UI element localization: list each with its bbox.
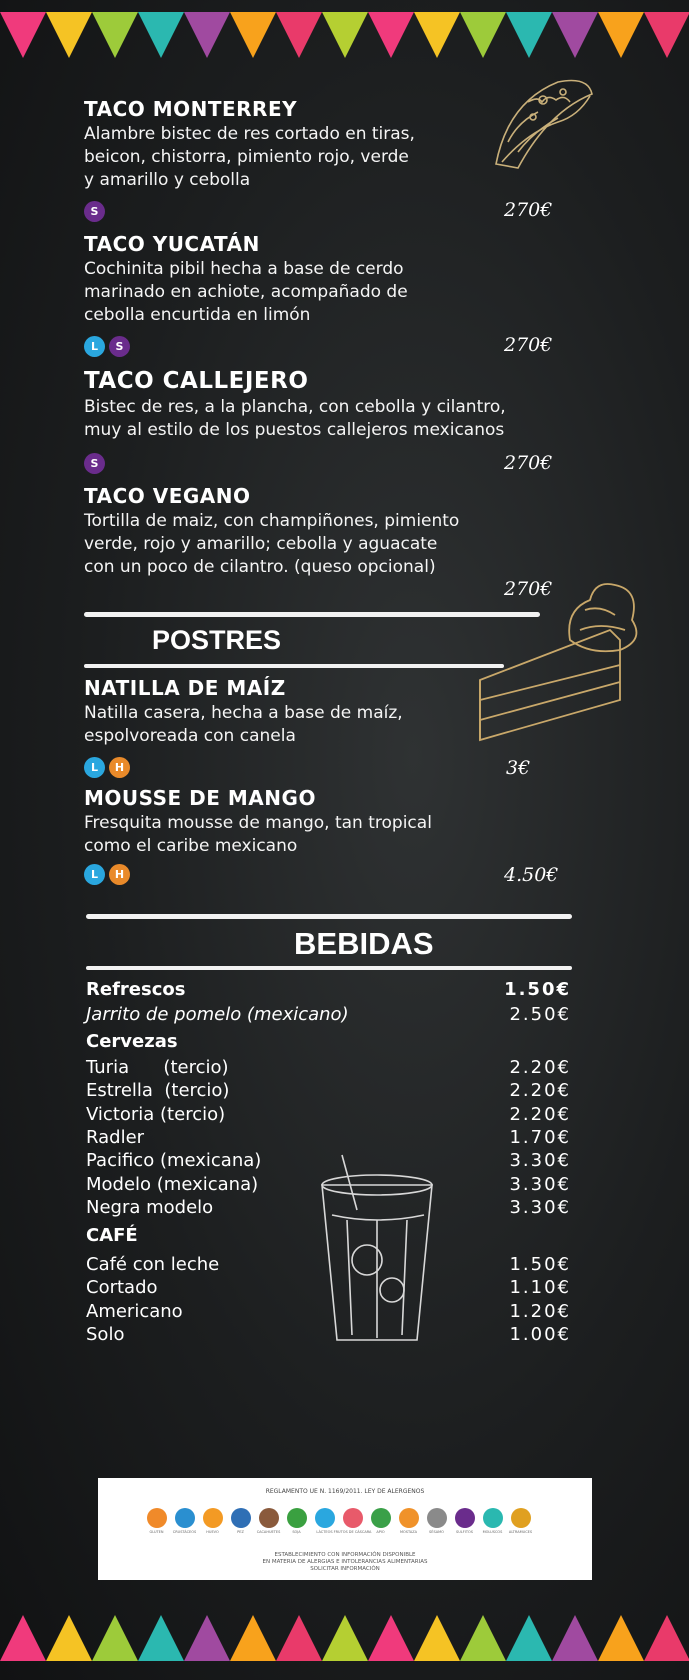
drink-label: Refrescos [86, 979, 186, 1000]
crustaceans-icon: CRUSTÁCEOS [174, 1508, 195, 1534]
allergen-legend-icons [146, 1508, 531, 1534]
menu-item-taco-callejero [84, 368, 584, 442]
sulphites-icon: S [84, 201, 105, 222]
bunting-flag [460, 12, 506, 58]
bunting-flag [92, 12, 138, 58]
drink-label: Victoria (tercio) [86, 1103, 226, 1125]
milk-icon: L [84, 757, 105, 778]
item-title: TACO VEGANO [84, 484, 251, 508]
drink-label: Negra modelo [86, 1196, 214, 1218]
bunting-flag [46, 1615, 92, 1661]
bunting-flag [276, 1615, 322, 1661]
bunting-flag [46, 12, 92, 58]
bunting-flag [184, 1615, 230, 1661]
drink-price: 1.50€ [504, 979, 571, 1000]
section-title-bebidas: BEBIDAS [294, 926, 434, 961]
item-description: Alambre bistec de res cortado en tiras, beicon, chistorra, pimiento rojo, verde y amarillo y cebolla [84, 124, 415, 190]
drink-price: 1.70€ [509, 1126, 571, 1148]
fish-icon: PEZ [230, 1508, 251, 1534]
egg-icon: HUEVO [202, 1508, 223, 1534]
celery-icon: APIO [370, 1508, 391, 1534]
menu-item-mousse-de-mango [84, 786, 544, 858]
menu-item-taco-monterrey [84, 97, 544, 192]
bunting-top-decoration [0, 12, 689, 72]
drink-label: Radler [86, 1126, 145, 1148]
price: 270€ [504, 452, 553, 474]
bunting-flag [414, 12, 460, 58]
allergen-legend-footer: ESTABLECIMIENTO CON INFORMACIÓN DISPONIBLE EN MATERIA DE ALERGIAS E INTOLERANCIAS ALIMENTARIAS SOLICITAR INFORMACIÓN [262, 1552, 428, 1572]
nuts-icon: FRUTOS DE CÁSCARA [342, 1508, 363, 1534]
item-description: Natilla casera, hecha a base de maíz, espolvoreada con canela [84, 703, 403, 746]
drink-price: 2.20€ [509, 1080, 571, 1102]
allergen-list [84, 864, 130, 885]
bunting-flag [506, 1615, 552, 1661]
mustard-icon: MOSTAZA [398, 1508, 419, 1534]
peanut-icon: CACAHUETES [258, 1508, 279, 1534]
price: 4.50€ [504, 864, 559, 886]
drink-label: Jarrito de pomelo (mexicano) [86, 1004, 349, 1025]
bunting-flag [644, 12, 689, 58]
lupin-icon: ALTRAMUCES [510, 1508, 531, 1534]
egg-icon: H [109, 864, 130, 885]
drink-label: Estrella (tercio) [86, 1080, 230, 1102]
bunting-flag [230, 12, 276, 58]
bunting-flag [414, 1615, 460, 1661]
price: 270€ [504, 578, 553, 600]
bunting-flag [368, 1615, 414, 1661]
sesame-icon: SÉSAMO [426, 1508, 447, 1534]
drink-price: 2.50€ [509, 1004, 571, 1025]
bunting-bottom-decoration [0, 1615, 689, 1675]
drink-price: 1.10€ [509, 1277, 571, 1299]
drink-price: 1.20€ [509, 1300, 571, 1322]
drink-label: Turia (tercio) [86, 1057, 229, 1078]
divider [86, 966, 572, 970]
drink-row [86, 1104, 571, 1125]
drink-label: Solo [86, 1323, 125, 1345]
bunting-flag [0, 1615, 46, 1661]
bunting-flag [506, 12, 552, 58]
divider [86, 914, 572, 919]
section-title-postres: POSTRES [152, 625, 282, 655]
drink-row [86, 1057, 571, 1078]
sulphites-icon: SULFITOS [454, 1508, 475, 1534]
drink-category-cafe: CAFÉ [86, 1225, 138, 1246]
drink-label: Cortado [86, 1277, 158, 1299]
drink-price: 3.30€ [509, 1173, 571, 1195]
milk-icon: LÁCTEOS [314, 1508, 335, 1534]
taco-illustration [488, 72, 598, 182]
bunting-flag [322, 1615, 368, 1661]
bunting-flag [460, 1615, 506, 1661]
item-title: TACO CALLEJERO [84, 368, 309, 394]
bunting-flag [598, 12, 644, 58]
item-description: Tortilla de maiz, con champiñones, pimiento verde, rojo y amarillo; cebolla y aguacate con un poco de cilantro. (queso opcional) [84, 511, 460, 577]
drink-price: 2.20€ [509, 1103, 571, 1125]
allergen-list [84, 336, 130, 357]
milk-icon: L [84, 864, 105, 885]
item-title: TACO YUCATÁN [84, 232, 260, 256]
drink-label: Pacifico (mexicana) [86, 1150, 262, 1172]
drink-row-jarrito [86, 1004, 571, 1025]
soy-icon: SOJA [286, 1508, 307, 1534]
bunting-flag [92, 1615, 138, 1661]
drink-price: 3.30€ [509, 1150, 571, 1172]
bunting-flag [552, 12, 598, 58]
bunting-flag [368, 12, 414, 58]
item-title: MOUSSE DE MANGO [84, 786, 316, 810]
drink-row [86, 1127, 571, 1148]
bunting-flag [276, 12, 322, 58]
drink-price: 2.20€ [509, 1057, 571, 1078]
price: 3€ [506, 757, 531, 779]
price: 270€ [504, 199, 553, 221]
sulphites-icon: S [109, 336, 130, 357]
allergen-list [84, 453, 105, 474]
item-description: Bistec de res, a la plancha, con cebolla y cilantro, muy al estilo de los puestos callejeros mexicanos [84, 397, 506, 440]
allergen-legend-box [98, 1478, 592, 1580]
allergen-list [84, 757, 130, 778]
milk-icon: L [84, 336, 105, 357]
drink-label: Modelo (mexicana) [86, 1173, 259, 1195]
bunting-flag [552, 1615, 598, 1661]
drink-price: 1.50€ [509, 1254, 571, 1275]
sulphites-icon: S [84, 453, 105, 474]
menu-item-taco-yucatan [84, 232, 544, 327]
gluten-icon: GLUTEN [146, 1508, 167, 1534]
egg-icon: H [109, 757, 130, 778]
drink-category-cervezas: Cervezas [86, 1031, 178, 1052]
price: 270€ [504, 334, 553, 356]
allergen-list [84, 201, 105, 222]
bunting-flag [644, 1615, 689, 1661]
cake-illustration [470, 570, 660, 760]
drink-label: Americano [86, 1300, 183, 1322]
bunting-flag [322, 12, 368, 58]
bunting-flag [138, 1615, 184, 1661]
drink-row-refrescos [86, 979, 571, 1000]
bunting-flag [184, 12, 230, 58]
item-title: NATILLA DE MAÍZ [84, 676, 286, 700]
drink-price: 3.30€ [509, 1196, 571, 1218]
menu-item-taco-vegano [84, 484, 504, 579]
drink-label: Café con leche [86, 1254, 220, 1275]
bunting-flag [0, 12, 46, 58]
molluscs-icon: MOLUSCOS [482, 1508, 503, 1534]
bunting-flag [230, 1615, 276, 1661]
drink-price: 1.00€ [509, 1323, 571, 1345]
glass-illustration [312, 1150, 442, 1350]
divider [84, 664, 504, 668]
item-description: Cochinita pibil hecha a base de cerdo marinado en achiote, acompañado de cebolla encurtida en limón [84, 259, 408, 325]
item-description: Fresquita mousse de mango, tan tropical como el caribe mexicano [84, 813, 432, 856]
bunting-flag [598, 1615, 644, 1661]
drink-row [86, 1080, 571, 1101]
allergen-legend-title: REGLAMENTO UE N. 1169/2011. LEY DE ALERGENOS [265, 1488, 425, 1495]
bunting-flag [138, 12, 184, 58]
item-title: TACO MONTERREY [84, 97, 298, 121]
